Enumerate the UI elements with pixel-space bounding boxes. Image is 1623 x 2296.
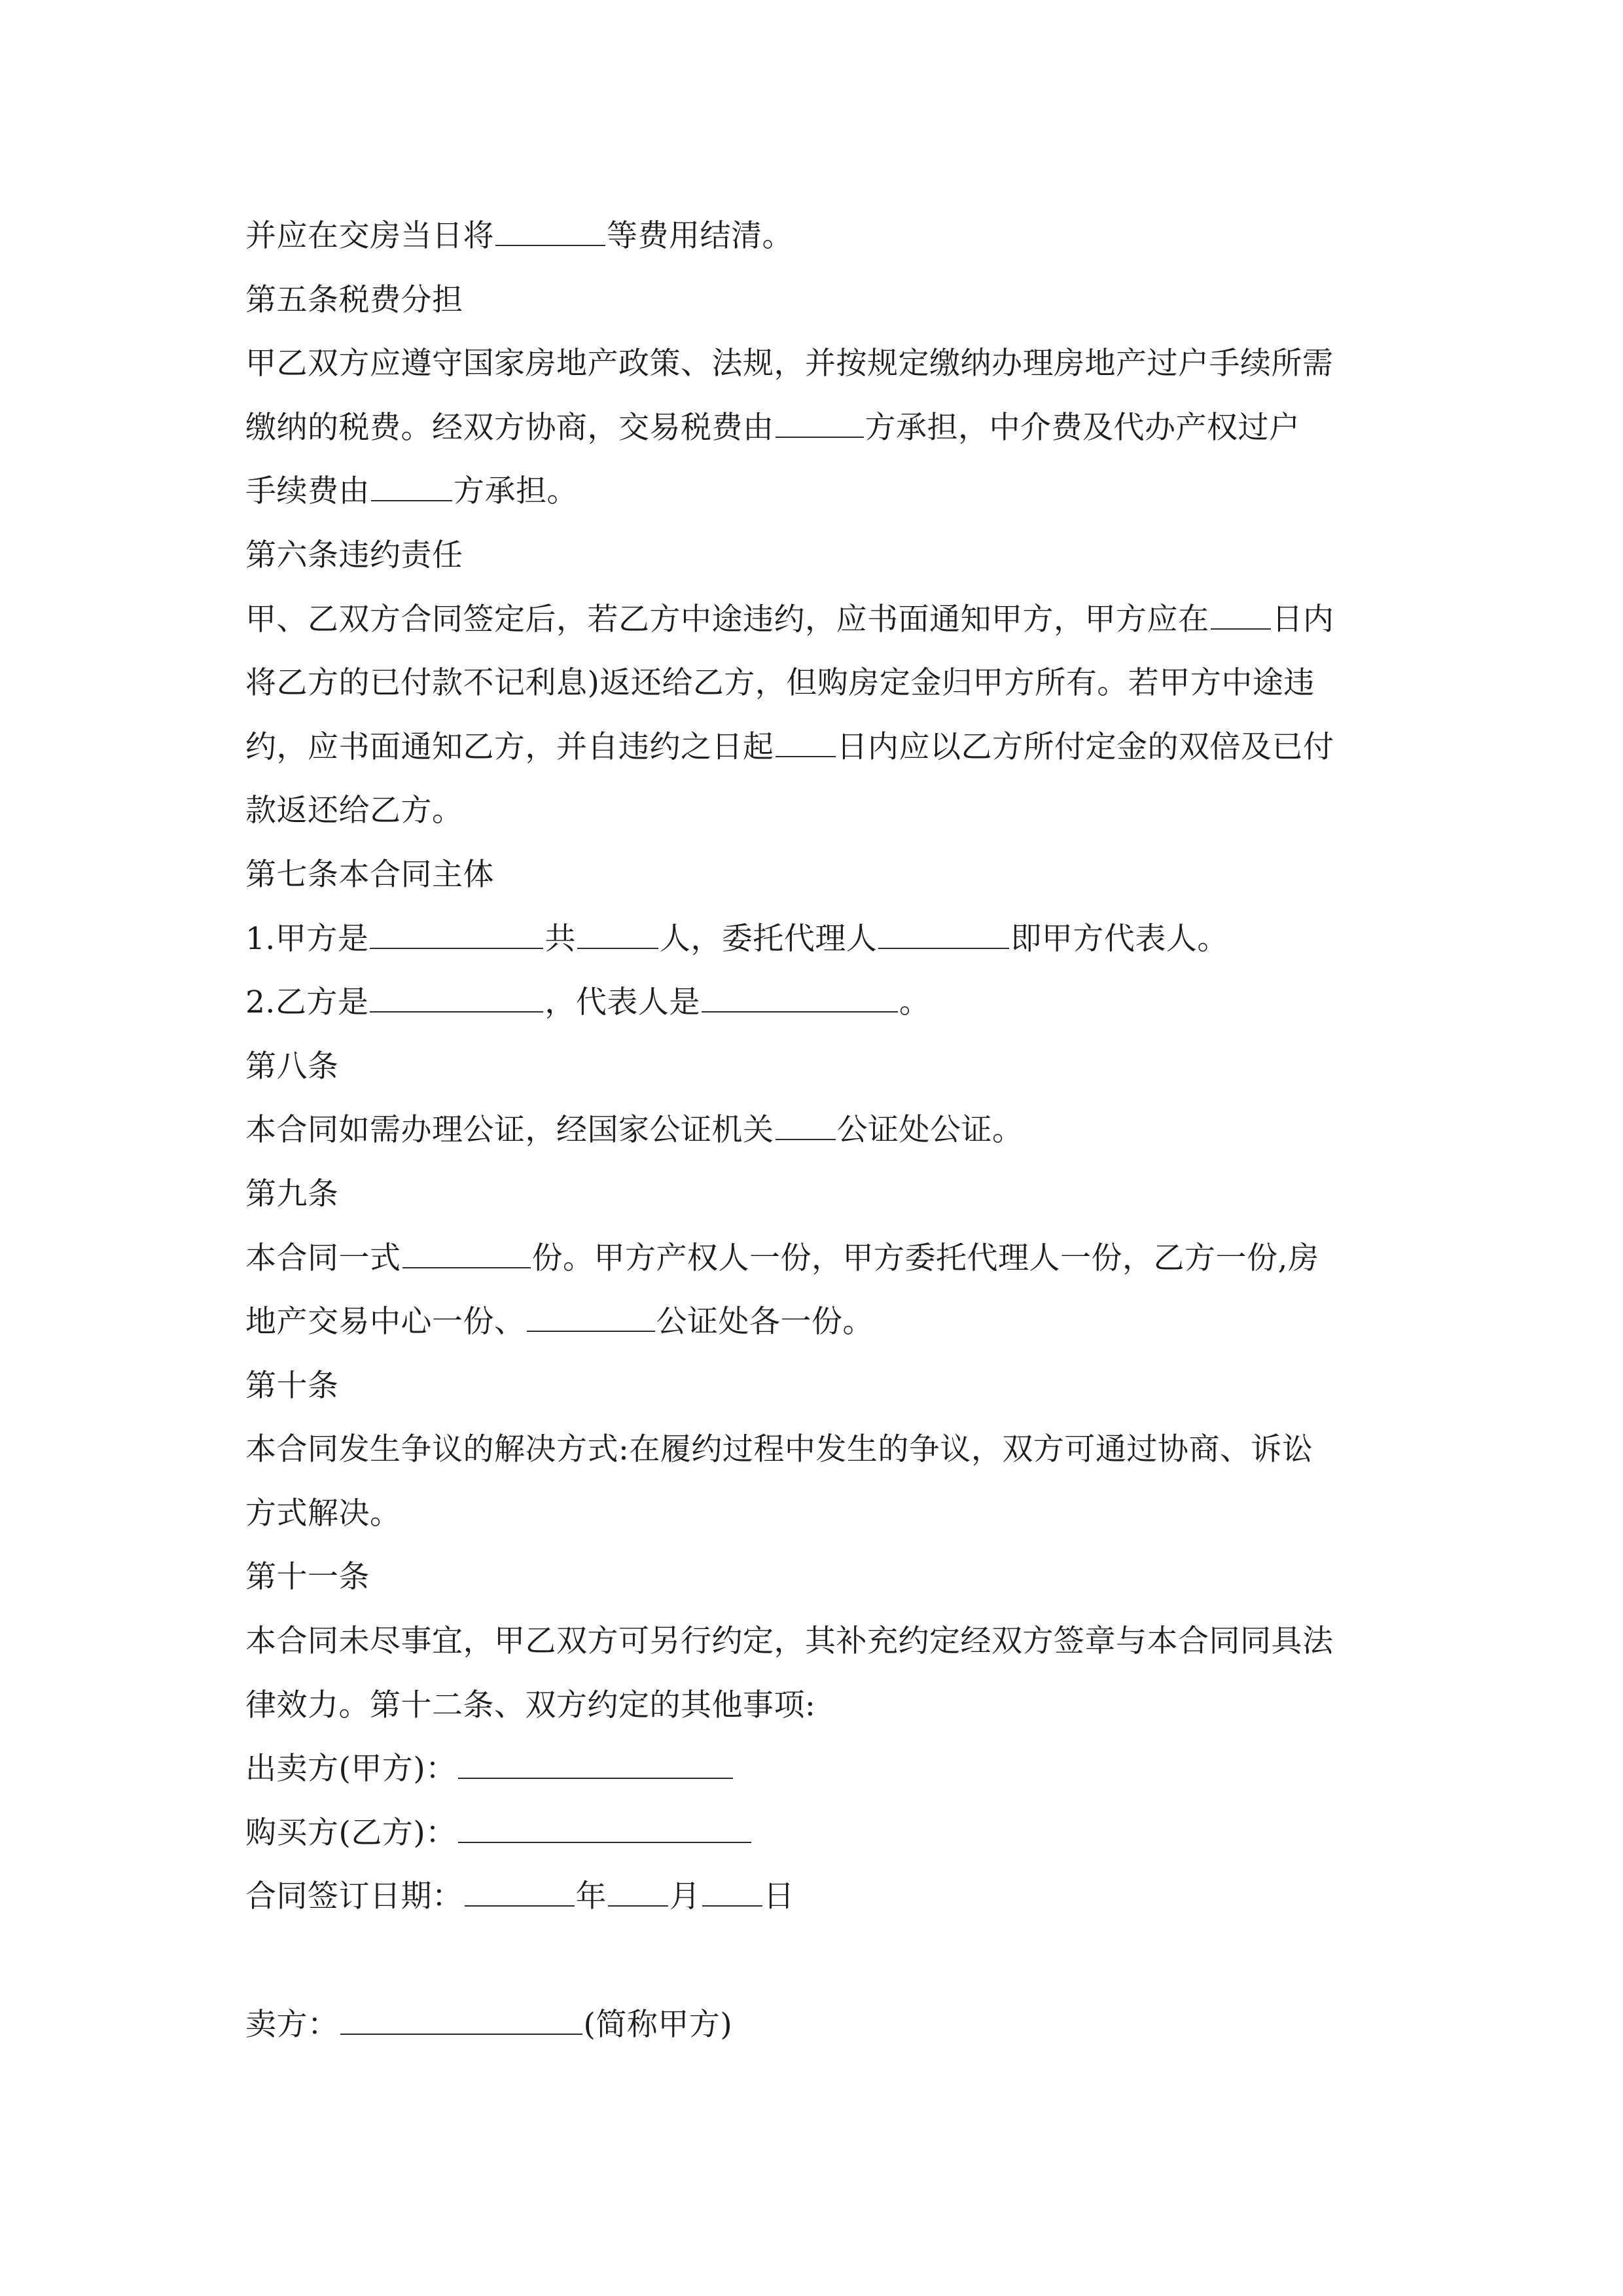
text: 。: [899, 984, 931, 1021]
text: 日: [763, 1878, 794, 1915]
fill-blank[interactable]: [371, 474, 452, 501]
article-9-heading: [245, 1162, 1381, 1227]
paragraph-line: [245, 1418, 1381, 1482]
seller-signature-field[interactable]: [458, 1751, 733, 1779]
fill-blank[interactable]: [577, 922, 658, 949]
fill-blank[interactable]: [702, 985, 898, 1013]
fill-blank[interactable]: [370, 922, 543, 949]
text: 月: [669, 1878, 701, 1915]
heading-text: 第十一条: [245, 1559, 370, 1596]
text: 地产交易中心一份、: [245, 1304, 526, 1340]
text: 方承担。: [454, 473, 578, 510]
text: 日内应以乙方所付定金的双倍及已付: [836, 728, 1334, 765]
text: 即甲方代表人。: [1010, 920, 1228, 957]
text: 本合同如需办理公证，经国家公证机关: [245, 1112, 774, 1149]
paragraph-line: [245, 1290, 1381, 1354]
paragraph-line: [245, 1482, 1381, 1546]
paragraph-line: [245, 1098, 1381, 1162]
heading-text: 第十条: [245, 1367, 339, 1404]
text: 份。甲方产权人一份，甲方委托代理人一份，乙方一份,房: [531, 1240, 1319, 1276]
fill-blank[interactable]: [1211, 602, 1271, 630]
text: 本合同发生争议的解决方式:在履约过程中发生的争议，双方可通过协商、诉讼: [245, 1431, 1313, 1468]
text: 方承担，中介费及代办产权过户: [865, 409, 1300, 446]
article-6-heading: [245, 524, 1381, 588]
heading-text: 第九条: [245, 1175, 339, 1212]
spacer: [245, 1929, 1381, 1993]
text: 等费用结清。: [607, 218, 793, 254]
article-11-heading: [245, 1545, 1381, 1609]
text: 人，委托代理人: [659, 920, 878, 957]
paragraph-line: [245, 396, 1381, 460]
paragraph-line: [245, 1609, 1381, 1674]
text: 甲、乙双方合同签定后，若乙方中途违约，应书面通知甲方，甲方应在: [245, 601, 1209, 637]
fill-blank[interactable]: [527, 1304, 655, 1332]
label: 卖方：: [245, 2006, 339, 2043]
text: 本合同一式: [245, 1240, 401, 1276]
text: 缴纳的税费。经双方协商，交易税费由: [245, 409, 774, 446]
day-field[interactable]: [702, 1879, 762, 1907]
paragraph-line: [245, 204, 1381, 268]
text: 2.乙方是: [245, 984, 369, 1021]
seller-name-field[interactable]: [340, 2007, 582, 2035]
seller-signature-line: [245, 1737, 1381, 1801]
paragraph-line: [245, 459, 1381, 524]
article-7-heading: [245, 843, 1381, 907]
text: 公证处各一份。: [656, 1304, 874, 1340]
text: 方式解决。: [245, 1495, 401, 1532]
text: 甲乙双方应遵守国家房地产政策、法规，并按规定缴纳办理房地产过户手续所需: [245, 346, 1334, 382]
contract-body: [245, 204, 1381, 2056]
month-field[interactable]: [608, 1879, 668, 1907]
label: 购买方(乙方)：: [245, 1814, 457, 1851]
heading-text: 第八条: [245, 1048, 339, 1085]
text: 1.甲方是: [245, 920, 369, 957]
paragraph-line: [245, 1227, 1381, 1291]
text: 将乙方的已付款不记利息)返还给乙方，但购房定金归甲方所有。若甲方中途违: [245, 665, 1315, 702]
fill-blank[interactable]: [776, 1113, 836, 1140]
seller-name-line: [245, 1993, 1381, 2057]
fill-blank[interactable]: [495, 219, 605, 246]
text: 本合同未尽事宜，甲乙双方可另行约定，其补充约定经双方签章与本合同同具法: [245, 1623, 1334, 1660]
heading-text: 第六条违约责任: [245, 537, 463, 573]
heading-text: 第七条本合同主体: [245, 856, 494, 893]
paragraph-line: [245, 332, 1381, 396]
text: 约，应书面通知乙方，并自违约之日起: [245, 728, 774, 765]
paragraph-line: [245, 651, 1381, 715]
paragraph-line: [245, 971, 1381, 1035]
paragraph-line: [245, 779, 1381, 843]
text: ，代表人是: [544, 984, 700, 1021]
heading-text: 第五条税费分担: [245, 281, 463, 318]
text: 款返还给乙方。: [245, 793, 463, 829]
buyer-signature-line: [245, 1801, 1381, 1865]
fill-blank[interactable]: [370, 985, 543, 1013]
text: 手续费由: [245, 473, 370, 510]
fill-blank[interactable]: [776, 410, 864, 438]
text: 年: [575, 1878, 607, 1915]
fill-blank[interactable]: [776, 730, 836, 757]
article-10-heading: [245, 1354, 1381, 1418]
label: 出卖方(甲方)：: [245, 1751, 457, 1787]
text: (简称甲方): [583, 2006, 733, 2043]
paragraph-line: [245, 1674, 1381, 1738]
text: 日内: [1272, 601, 1334, 637]
buyer-signature-field[interactable]: [458, 1816, 751, 1843]
paragraph-line: [245, 715, 1381, 780]
text: 公证处公证。: [836, 1112, 1024, 1149]
text: 并应在交房当日将: [245, 218, 494, 254]
article-5-heading: [245, 268, 1381, 332]
text: 律效力。第十二条、双方约定的其他事项:: [245, 1687, 816, 1723]
text: 共: [544, 920, 576, 957]
paragraph-line: [245, 588, 1381, 652]
label: 合同签订日期：: [245, 1878, 463, 1915]
paragraph-line: [245, 907, 1381, 971]
fill-blank[interactable]: [878, 922, 1009, 949]
fill-blank[interactable]: [402, 1241, 531, 1268]
year-field[interactable]: [465, 1879, 575, 1907]
article-8-heading: [245, 1035, 1381, 1099]
sign-date-line: [245, 1865, 1381, 1929]
